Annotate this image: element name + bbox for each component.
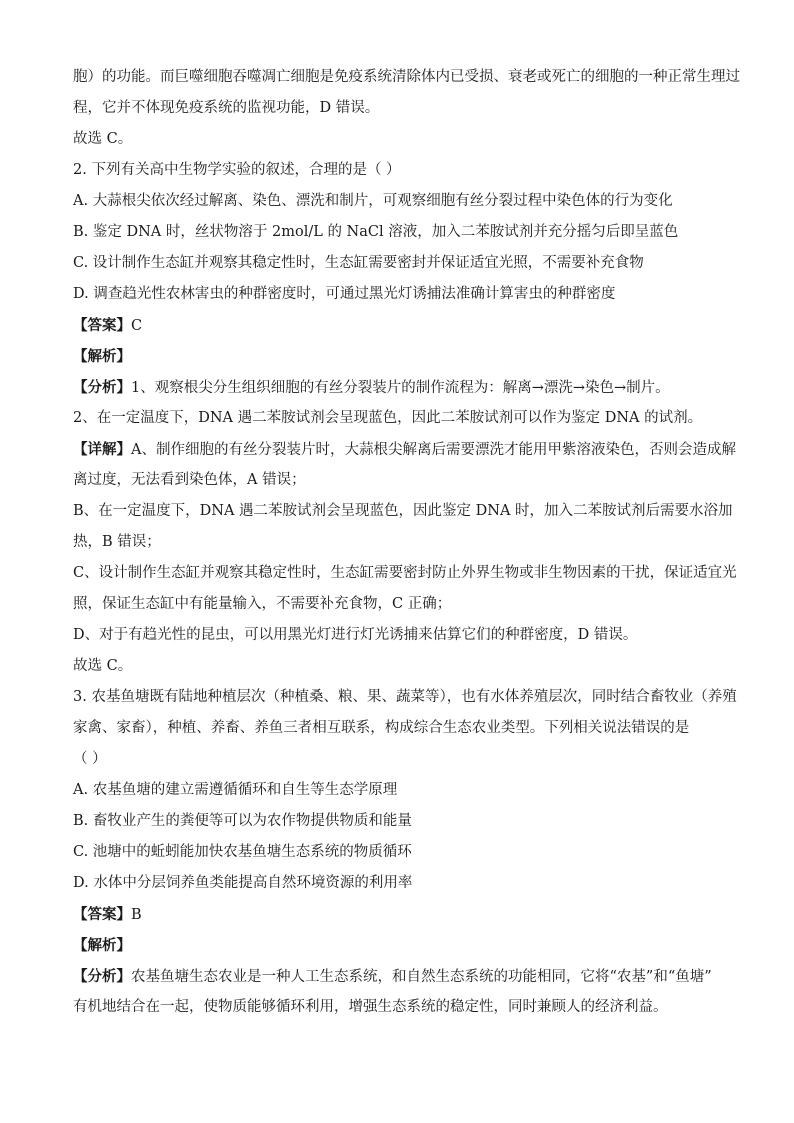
q2-option-d: D. 调查趋光性农林害虫的种群密度时，可通过黑光灯诱捕法准确计算害虫的种群密度 [73, 286, 616, 302]
q2-answer [73, 310, 723, 341]
q2-option-c: C. 设计制作生态缸并观察其稳定性时，生态缸需要密封并保证适宜光照，不需要补充食物 [73, 255, 644, 271]
q2-xiangjie-line: B、在一定温度下，DNA 遇二苯胺试剂会呈现蓝色，因此鉴定 DNA 时，加入二苯胺试剂后需要水浴加 [73, 503, 733, 519]
fenxi-text: 农基鱼塘生态农业是一种人工生态系统，和自然生态系统的功能相同，它将“农基”和“鱼塘” [131, 969, 712, 985]
q2-xiangjie-line: 离过度，无法看到染色体，A 错误； [73, 472, 306, 488]
q2-xiangjie-line: 热，B 错误； [73, 534, 161, 550]
q2-xiangjie-line: D、对于有趋光性的昆虫，可以用黑光灯进行灯光诱捕来估算它们的种群密度，D 错误。 [73, 627, 638, 643]
answer-value: C [131, 318, 143, 334]
q2-fenxi-line: 2、在一定温度下，DNA 遇二苯胺试剂会呈现蓝色，因此二苯胺试剂可以作为鉴定 DNA 的试剂。 [73, 410, 703, 426]
answer-label: 【答案】 [73, 317, 131, 334]
xiangjie-label: 【详解】 [73, 441, 131, 458]
q3-option-c: C. 池塘中的蚯蚓能加快农基鱼塘生态系统的物质循环 [73, 844, 412, 860]
q1-explanation-line: 胞）的功能。而巨噬细胞吞噬凋亡细胞是免疫系统清除体内已受损、衰老或死亡的细胞的一种正常生理过 [73, 69, 740, 85]
xiangjie-text: A、制作细胞的有丝分裂装片时，大蒜根尖解离后需要漂洗才能用甲紫溶液染色，否则会造成解 [131, 442, 736, 458]
q2-analysis-heading: 【解析】 [73, 348, 131, 365]
q3-option-a: A. 农基鱼塘的建立需遵循循环和自生等生态学原理 [73, 782, 398, 798]
q2-xiangjie-line [73, 434, 736, 465]
fenxi-label: 【分析】 [73, 379, 131, 396]
q1-select: 故选 C。 [73, 131, 133, 147]
q3-fenxi-line [73, 961, 723, 992]
q3-stem: （ ） [73, 751, 107, 767]
q3-answer [73, 899, 723, 930]
q2-fenxi-line [73, 372, 723, 403]
q2-xiangjie-line: 照，保证生态缸中有能量输入，不需要补充食物，C 正确； [73, 596, 452, 612]
q3-stem: 3. 农基鱼塘既有陆地种植层次（种植桑、粮、果、蔬菜等），也有水体养殖层次，同时结合畜牧业（养殖 [73, 689, 737, 705]
answer-value: B [131, 907, 142, 923]
q1-explanation-line: 程，它并不体现免疫系统的监视功能，D 错误。 [73, 100, 380, 116]
document-page [73, 62, 740, 1023]
q2-option-a: A. 大蒜根尖依次经过解离、染色、漂洗和制片，可观察细胞有丝分裂过程中染色体的行为变化 [73, 193, 673, 209]
q3-fenxi-line: 有机地结合在一起，使物质能够循环利用，增强生态系统的稳定性，同时兼顾人的经济利益。 [73, 999, 668, 1015]
fenxi-label: 【分析】 [73, 968, 131, 985]
fenxi-text: 1、观察根尖分生组织细胞的有丝分裂装片的制作流程为：解离→漂洗→染色→制片。 [131, 380, 670, 396]
answer-label: 【答案】 [73, 906, 131, 923]
q3-option-b: B. 畜牧业产生的粪便等可以为农作物提供物质和能量 [73, 813, 412, 829]
q3-analysis-heading: 【解析】 [73, 937, 131, 954]
q3-option-d: D. 水体中分层饲养鱼类能提高自然环境资源的利用率 [73, 875, 413, 891]
q2-stem: 2. 下列有关高中生物学实验的叙述，合理的是（ ） [73, 162, 401, 178]
q2-xiangjie-line: C、设计制作生态缸并观察其稳定性时，生态缸需要密封防止外界生物或非生物因素的干扰，保证适宜光 [73, 565, 737, 581]
q2-option-b: B. 鉴定 DNA 时，丝状物溶于 2mol/L 的 NaCl 溶液，加入二苯胺试剂并充分摇匀后即呈蓝色 [73, 224, 679, 240]
q3-stem: 家禽、家畜），种植、养畜、养鱼三者相互联系，构成综合生态农业类型。下列相关说法错误的是 [73, 720, 690, 736]
q2-select: 故选 C。 [73, 658, 133, 674]
